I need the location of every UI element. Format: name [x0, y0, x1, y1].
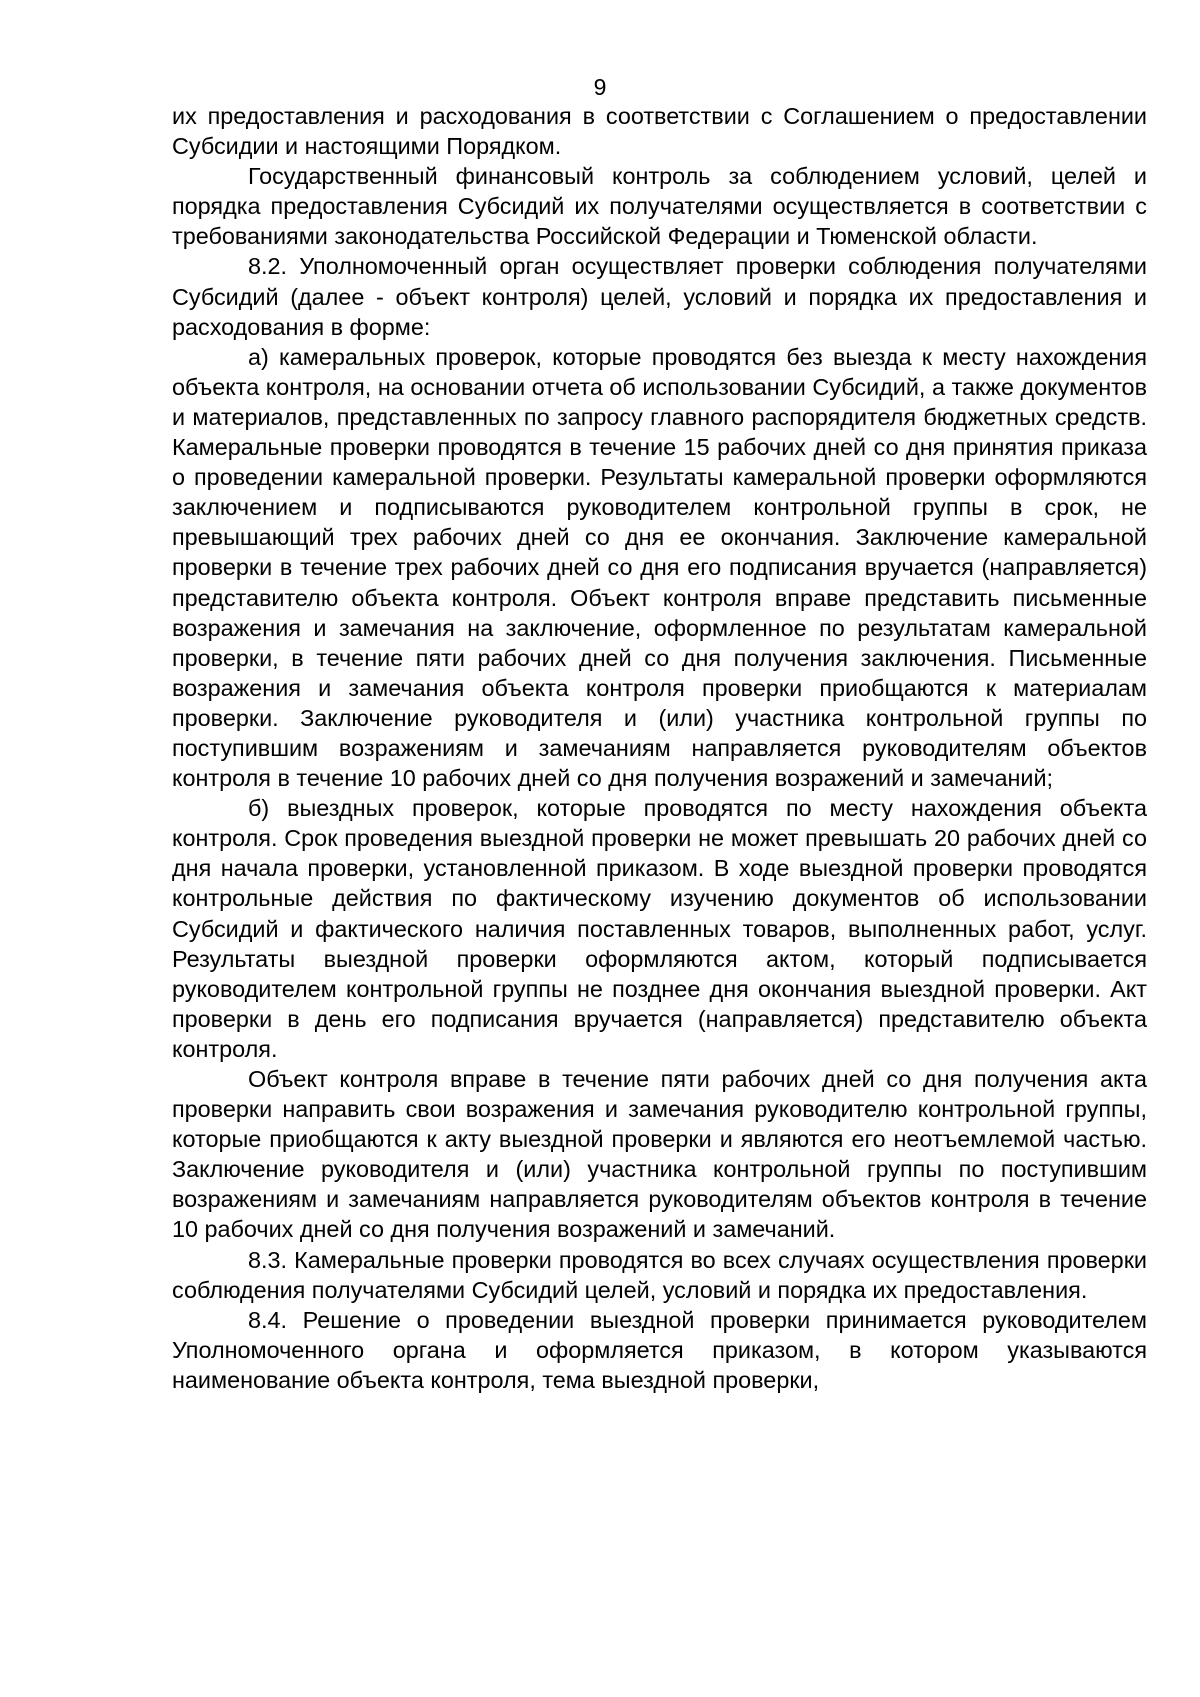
- paragraph: а) камеральных проверок, которые проводятся без выезда к месту нахождения объекта контроля, на основании отчета об использовании Субсидий, а также документов и материалов, представленных по запросу главного распорядителя бюджетных средств. Камеральные проверки проводятся в течение 15 рабочих дней со дня принятия приказа о проведении камеральной проверки. Результаты камеральной проверки оформляются заключением и подписываются руководителем контрольной группы в срок, не превышающий трех рабочих дней со дня ее окончания. Заключение камеральной проверки в течение трех рабочих дней со дня его подписания вручается (направляется) представителю объекта контроля. Объект контроля вправе представить письменные возражения и замечания на заключение, оформленное по результатам камеральной проверки, в течение пяти рабочих дней со дня получения заключения. Письменные возражения и замечания объекта контроля проверки приобщаются к материалам проверки. Заключение руководителя и (или) участника контрольной группы по поступившим возражениям и замечаниям направляется руководителям объектов контроля в течение 10 рабочих дней со дня получения возражений и замечаний;: [172, 343, 1147, 792]
- paragraph: их предоставления и расходования в соответствии с Соглашением о предоставлении Субсидии и настоящими Порядком.: [172, 103, 1147, 160]
- document-body: [172, 101, 1147, 1395]
- paragraph: 8.4. Решение о проведении выездной проверки принимается руководителем Уполномоченного органа и оформляется приказом, в котором указываются наименование объекта контроля, тема выездной проверки,: [172, 1306, 1147, 1393]
- paragraph: Объект контроля вправе в течение пяти рабочих дней со дня получения акта проверки направить свои возражения и замечания руководителю контрольной группы, которые приобщаются к акту выездной проверки и являются его неотъемлемой частью. Заключение руководителя и (или) участника контрольной группы по поступившим возражениям и замечаниям направляется руководителям объектов контроля в течение 10 рабочих дней со дня получения возражений и замечаний.: [172, 1066, 1147, 1243]
- paragraph: Государственный финансовый контроль за соблюдением условий, целей и порядка предоставления Субсидий их получателями осуществляется в соответствии с требованиями законодательства Российской Федерации и Тюменской области.: [172, 163, 1147, 250]
- paragraph: 8.2. Уполномоченный орган осуществляет проверки соблюдения получателями Субсидий (далее - объект контроля) целей, условий и порядка их предоставления и расходования в форме:: [172, 253, 1147, 340]
- page-number: 9: [593, 74, 607, 100]
- paragraph: б) выездных проверок, которые проводятся по месту нахождения объекта контроля. Срок проведения выездной проверки не может превышать 20 рабочих дней со дня начала проверки, установленной приказом. В ходе выездной проверки проводятся контрольные действия по фактическому изучению документов об использовании Субсидий и фактического наличия поставленных товаров, выполненных работ, услуг. Результаты выездной проверки оформляются актом, который подписывается руководителем контрольной группы не позднее дня окончания выездной проверки. Акт проверки в день его подписания вручается (направляется) представителю объекта контроля.: [172, 795, 1147, 1062]
- paragraph: 8.3. Камеральные проверки проводятся во всех случаях осуществления проверки соблюдения получателями Субсидий целей, условий и порядка их предоставления.: [172, 1246, 1147, 1303]
